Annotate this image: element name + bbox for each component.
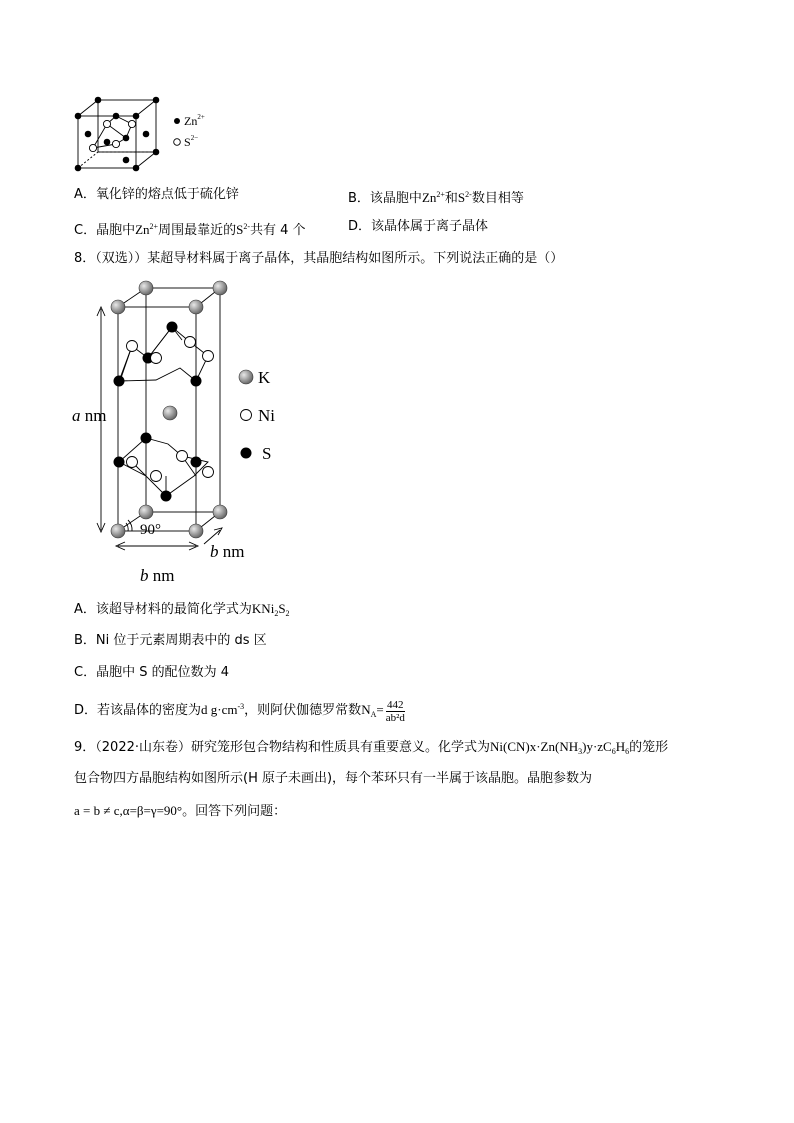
question-number: 8． [74, 251, 96, 266]
question-text: 包合物四方晶胞结构如图所示(H 原子未画出)，每个苯环只有一半属于该晶胞。晶胞参数为 [74, 771, 593, 786]
question-source: （2022·山东卷） [95, 740, 191, 755]
question-tag: （双选） [95, 251, 135, 266]
lattice-parameters: a = b ≠ c,α=β=γ=90° [74, 803, 183, 818]
s-ion: $S^{2-}$ [236, 222, 250, 237]
q8-option-b [74, 632, 267, 650]
option-text: 晶胞中 [96, 223, 136, 238]
question-text: 的笼形 [629, 740, 669, 755]
knis-cell-diagram [68, 276, 288, 588]
zn-ion: $Zn^{2+}$ [135, 222, 159, 237]
zns-unit-cell-figure [68, 94, 218, 176]
q7-option-c [74, 218, 306, 240]
superconductor-cell-figure [68, 276, 288, 588]
fraction: $\frac{442}{\text{ab²d}}$ [385, 698, 405, 724]
legend-s-label: $S^{2-}$ [184, 134, 199, 149]
q8-option-c [74, 664, 229, 682]
legend-k-label: K [258, 368, 271, 387]
option-label: B． [74, 633, 96, 648]
question-number: 9． [74, 740, 96, 755]
avogadro-formula: $N_A=$ $\frac{442}{\text{ab²d}}$ [361, 698, 405, 724]
s-ions [89, 120, 135, 151]
question-text: 研究笼形包合物结构和性质具有重要意义。化学式为 [191, 740, 491, 755]
option-text: 该晶体属于离子晶体 [371, 219, 489, 234]
legend-zn-label: $Zn^{2+}$ [184, 113, 205, 128]
width-label: b nm [140, 566, 175, 585]
q8-stem [74, 250, 563, 268]
s-ion: $S^{2-}$ [457, 190, 472, 205]
zns-cell-diagram [68, 94, 218, 176]
legend-k-dot [239, 370, 253, 384]
option-text: 该晶胞中 [369, 191, 422, 206]
zn-ion: $Zn^{2+}$ [421, 190, 445, 205]
chemical-formula: $KNi_2S_2$ [251, 601, 290, 618]
legend-ni-label: Ni [258, 406, 275, 425]
option-label: A． [74, 602, 96, 617]
q8-option-d [74, 692, 407, 730]
option-text: 共有 4 个 [249, 223, 306, 238]
option-text: 若该晶体的密度为 [97, 703, 202, 718]
height-label: a nm [72, 406, 107, 425]
option-label: D． [74, 703, 98, 718]
option-text: 晶胞中 S 的配位数为 4 [96, 665, 229, 680]
option-text: 周围最靠近的 [158, 223, 237, 238]
legend-s-label: S [262, 444, 272, 463]
option-text: 该超导材料的最简化学式为 [95, 602, 252, 617]
depth-label: b nm [210, 542, 245, 561]
q8-option-a [74, 600, 290, 623]
legend-zn-dot [174, 118, 180, 124]
legend-s-dot [174, 139, 181, 146]
option-text: 氧化锌的熔点低于硫化锌 [95, 187, 239, 202]
q9-line-1 [74, 738, 668, 761]
chemical-formula: $Ni(CN)x\cdot Zn(NH_3)y\cdot zC_6H_6$ [490, 739, 630, 756]
option-label: B． [348, 191, 370, 206]
option-label: C． [74, 665, 97, 680]
q7-option-b [348, 186, 524, 208]
option-label: C． [74, 223, 97, 238]
q7-option-a [74, 186, 239, 204]
question-text: 。回答下列问题： [182, 804, 287, 819]
option-text: Ni 位于元素周期表中的 ds 区 [95, 633, 267, 648]
angle-label: 90° [140, 522, 161, 538]
legend-ni-dot [241, 410, 252, 421]
q7-option-d [348, 218, 488, 236]
legend-s-dot [241, 448, 252, 459]
question-text: ）某超导材料属于离子晶体，其晶胞结构如图所示。下列说法正确的是（） [134, 251, 564, 266]
option-text: ，则阿伏伽德罗常数 [244, 703, 362, 718]
q9-line-3 [74, 802, 286, 821]
option-text: 和 [444, 191, 458, 206]
density-value: d $g\cdot cm^{-3}$ [201, 702, 245, 717]
option-label: D． [348, 219, 372, 234]
option-label: A． [74, 187, 96, 202]
option-text: 数目相等 [471, 191, 524, 206]
q9-line-2 [74, 770, 592, 788]
